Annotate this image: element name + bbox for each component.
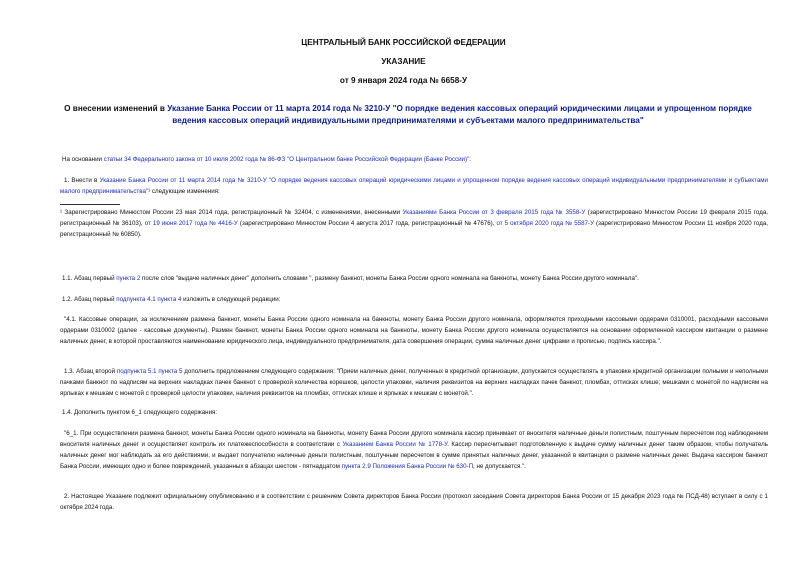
paragraph-1-1-text-2: после слов "выдаче наличных денег" дополнить словами ", размену банкнот, монеты Банка России одного номинала на банкноты, монету Банка России другого номинала". bbox=[140, 275, 639, 282]
quote-6-1-text-1: "6_1. При осуществлении размена банкнот, монеты Банка России одного номинала на банкноты, монету Банка России другого номинала кассир принимает от вносителя наличные деньги полистным, поштучным пересчетом под наблюдением вносителя наличных денег и осуществляет контроль их платежеспособности в соответствии с bbox=[60, 430, 768, 448]
paragraph-1-2-link[interactable]: подпункта 4.1 пункта 4 bbox=[116, 296, 182, 303]
footnote-text-2: (зарегистрировано Минюстом России 19 февраля 2015 года, регистрационный № 36103), bbox=[60, 209, 768, 227]
paragraph-1-1-link[interactable]: пункта 2 bbox=[116, 275, 141, 282]
document-type: УКАЗАНИЕ bbox=[381, 57, 426, 66]
issuer-title: ЦЕНТРАЛЬНЫЙ БАНК РОССИЙСКОЙ ФЕДЕРАЦИИ bbox=[301, 38, 506, 47]
basis-link[interactable]: статьи 34 Федерального закона от 10 июля 2002 года № 86-ФЗ "О Центральном банке Российской Федерации (Банке России)" bbox=[103, 156, 470, 163]
subject-prefix: О внесении изменений в bbox=[64, 104, 168, 113]
paragraph-1-1-text-1: 1.1. Абзац первый bbox=[62, 275, 117, 282]
quote-6-1-link-2[interactable]: пункта 2.9 Положения Банка России № 630-П bbox=[341, 463, 474, 470]
basis-paragraph bbox=[62, 154, 762, 165]
quote-4-1: "4.1. Кассовые операции, за исключением размена банкнот, монеты Банка России одного номинала на банкноты, монету Банка России другого номинала, оформляются приходными кассовыми ордерами 0310001, расходными кассовыми ордерами 0310002 (далее - кассовые документы). Размен банкнот, монеты Банка России одного номинала на банкноты, монету Банка России другого номинала осуществляется на основании оформленной кассиром квитанции о размене наличных денег, в которой проставляются наименование юридического лица, индивидуального предпринимателя, дата совершения операции, сумма наличных денег цифрами и прописью, подпись кассира.". bbox=[60, 316, 768, 345]
item-1-suffix: ¹ следующие изменения: bbox=[148, 188, 220, 195]
paragraph-1-3-text-1: 1.3. Абзац второй bbox=[64, 368, 117, 375]
quote-6-1-text-2: . Кассир пересчитывает подготовленную к выдаче сумму наличных денег таким образом, чтобы получатель наличных денег мог наблюдать за его действиями, и выдает получателю наличные деньги полистным, поштучным пересчетом в сумме принятых наличных денег, указанной в квитанции о размене наличных денег. Выдача кассиром банкнот Банка России, имеющих одно и более повреждений, указанных в абзацах шестом - пятнадцатом bbox=[60, 441, 768, 470]
subject-link[interactable]: Указание Банка России от 11 марта 2014 года № 3210-У "О порядке ведения кассовых операций юридическими лицами и упрощенном порядке ведения кассовых операций индивидуальными предпринимателями и субъектами малого предпринимательства" bbox=[167, 104, 752, 125]
item-1-paragraph bbox=[60, 175, 768, 197]
item-2-paragraph: 2. Настоящее Указание подлежит официальному опубликованию и в соответствии с решением Совета директоров Банка России (протокол заседания Совета директоров Банка России от 15 декабря 2023 года № ПСД-48) вступает в силу с 1 октября 2024 года. bbox=[60, 493, 768, 511]
item-1-link[interactable]: Указание Банка России от 11 марта 2014 года № 3210-У "О порядке ведения кассовых операций юридическими лицами и упрощенном порядке ведения кассовых операций индивидуальными предпринимателями и субъектами малого предпринимательства" bbox=[60, 177, 769, 195]
paragraph-1-2 bbox=[62, 294, 768, 305]
paragraph-1-3-text-2: дополнить предложением следующего содержания: "Прием наличных денег, полученных в кредитной организации, допускается осуществлять в упаковке кредитной организации полными и неполными пачками банкнот по надписям на верхних накладках пачек банкнот с проверкой количества корешков, целости упаковки, наличия реквизитов на верхних накладках пачек банкнот, пломбах, оттисках клише; мешками с монетой по надписям на ярлыках к мешкам с монетой с проверкой целости упаковки, наличия реквизитов на пломбах, оттисках клише и ярлыках к мешкам с монетой.". bbox=[60, 368, 769, 397]
footnote-link-2[interactable]: от 19 июня 2017 года № 4416-У bbox=[144, 220, 238, 227]
quote-6-1-text-3: , не допускается.". bbox=[473, 463, 526, 470]
paragraph-1-3-link[interactable]: подпункта 5.1 пункта 5 bbox=[116, 368, 183, 375]
quote-6-1 bbox=[60, 428, 768, 472]
footnote-text-4: (зарегистрировано Минюстом России 11 ноября 2020 года, регистрационный № 60850). bbox=[60, 220, 768, 238]
document-subject bbox=[58, 103, 758, 127]
footnote-text-3: (зарегистрировано Минюстом России 4 августа 2017 года, регистрационный № 47676), bbox=[237, 220, 497, 227]
quote-6-1-link-1[interactable]: Указанием Банка России № 1778-У bbox=[342, 441, 448, 448]
document-date-number: от 9 января 2024 года № 6658-У bbox=[339, 76, 468, 85]
paragraph-1-3 bbox=[60, 366, 768, 399]
footnote-divider bbox=[60, 204, 120, 205]
paragraph-1-2-text-1: 1.2. Абзац первый bbox=[62, 296, 117, 303]
paragraph-1-2-text-2: изложить в следующей редакции: bbox=[181, 296, 281, 303]
footnote-link-1[interactable]: Указаниями Банка России от 3 февраля 2015 года № 3558-У bbox=[402, 209, 586, 216]
footnote-link-3[interactable]: от 5 октября 2020 года № 5587-У bbox=[496, 220, 594, 227]
footnote-text-1: ¹ Зарегистрировано Минюстом России 23 мая 2014 года, регистрационный № 32404, с изменениями, внесенными bbox=[60, 209, 403, 216]
footnote-text bbox=[60, 207, 768, 240]
basis-prefix: На основании bbox=[62, 156, 104, 163]
paragraph-1-1 bbox=[62, 273, 768, 284]
basis-suffix: : bbox=[469, 156, 472, 163]
item-1-prefix: 1. Внести в bbox=[64, 177, 100, 184]
paragraph-1-4: 1.4. Дополнить пунктом 6_1 следующего содержания: bbox=[62, 409, 218, 416]
